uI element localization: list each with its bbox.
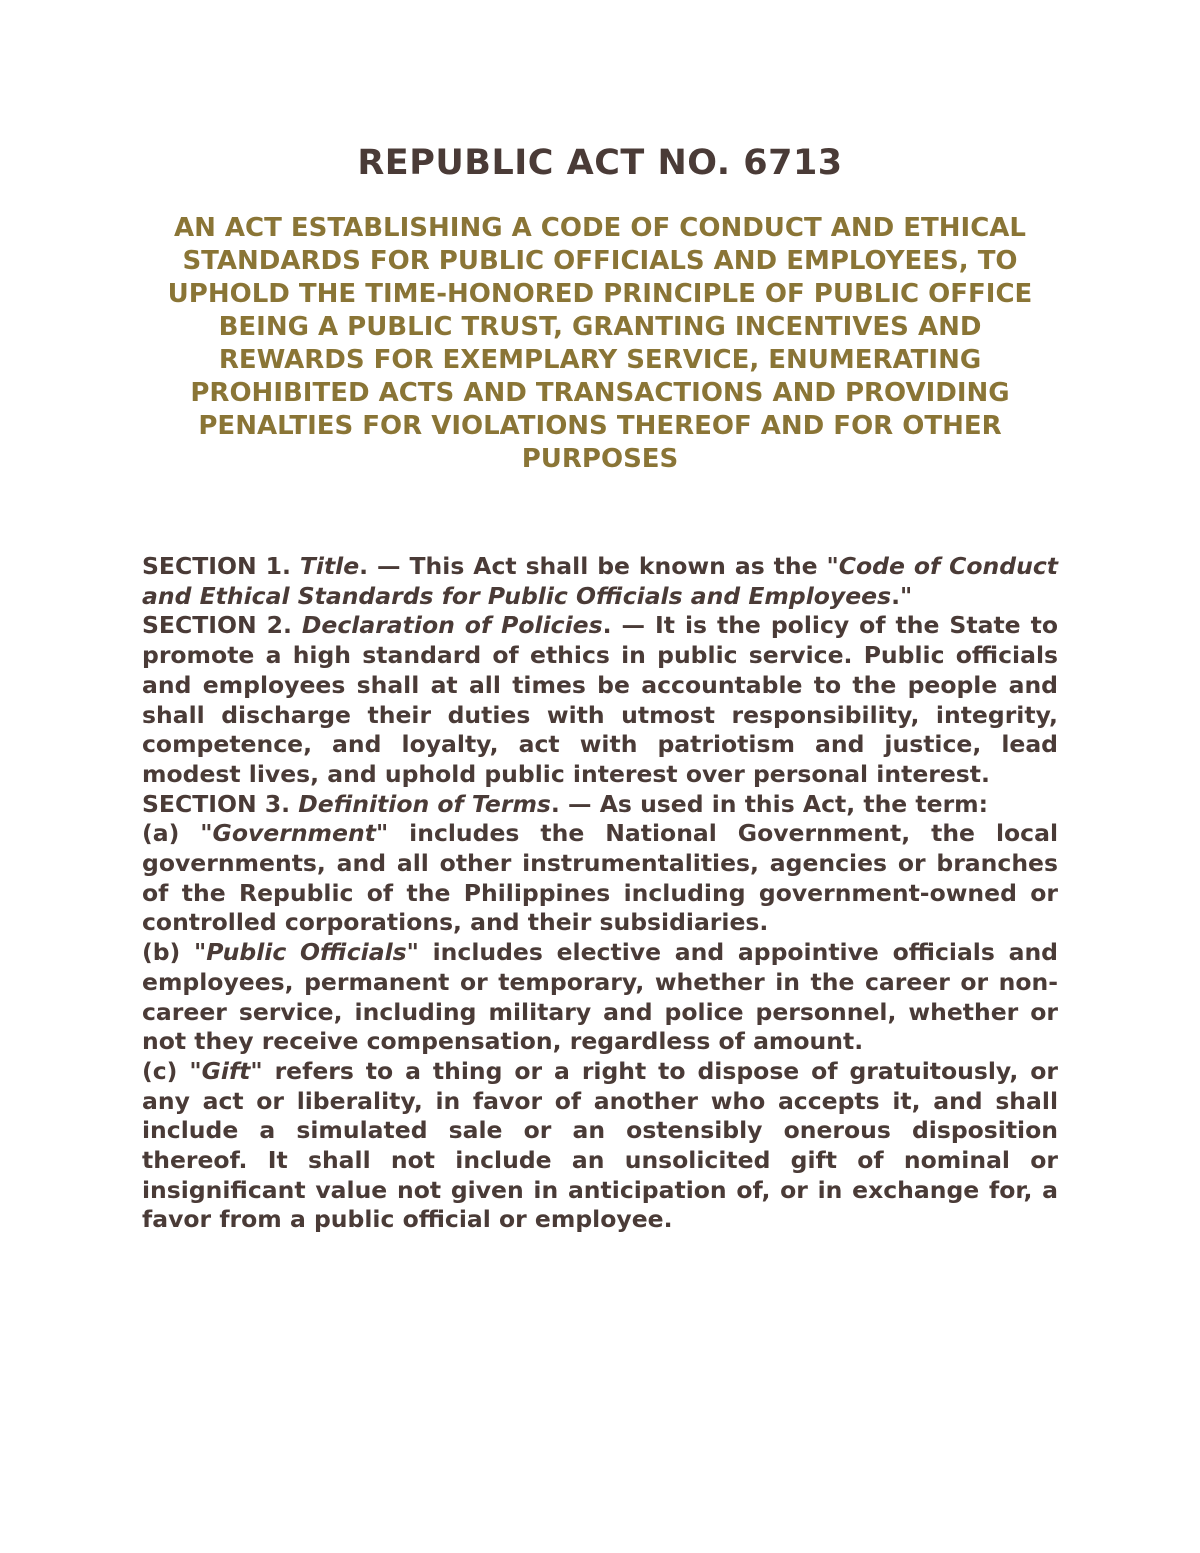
definition-c-term: Gift — [201, 1056, 251, 1085]
section-3-label: SECTION 3. — [142, 789, 291, 818]
document-page — [142, 140, 1058, 1235]
section-3-text: . — As used in this Act, the term: — [550, 789, 989, 818]
definition-c — [142, 1057, 1058, 1235]
document-subtitle: AN ACT ESTABLISHING A CODE OF CONDUCT AND ETHICAL STANDARDS FOR PUBLIC OFFICIALS AND EMPLOYEES, TO UPHOLD THE TIME-HONORED PRINCIPLE OF PUBLIC OFFICE BEING A PUBLIC TRUST, GRANTING INCENTIVES AND REWARDS FOR EXEMPLARY SERVICE, ENUMERATING PROHIBITED ACTS AND TRANSACTIONS AND PROVIDING PENALTIES FOR VIOLATIONS THEREOF AND FOR OTHER PURPOSES — [167, 213, 1033, 474]
definition-b-text: " includes elective and appointive officials and employees, permanent or temporary, whether in the career or non-career service, including military and police personnel, whether or not they receive compensation, regardless of amount. — [142, 938, 1058, 1056]
definition-b — [142, 938, 1058, 1057]
section-1-heading: Title — [299, 552, 360, 580]
section-2 — [142, 611, 1058, 789]
section-1-outro: ." — [891, 581, 913, 610]
definition-a — [142, 819, 1058, 938]
definition-a-term: Government — [212, 819, 376, 848]
definition-b-prefix: (b) " — [142, 938, 207, 967]
section-2-label: SECTION 2. — [142, 611, 292, 640]
section-1-intro: . — This Act shall be known as the " — [359, 552, 839, 580]
definition-a-text: " includes the National Government, the local governments, and all other instrumentalities, agencies or branches of the Republic of the Philippines including government-owned or controlled corporations, and their subsidiaries. — [142, 819, 1058, 937]
section-3 — [142, 790, 1058, 820]
section-3-heading: Definition of Terms — [298, 789, 551, 818]
section-1-label: SECTION 1. — [142, 552, 291, 580]
section-1 — [142, 552, 1058, 611]
section-2-heading: Declaration of Policies — [301, 611, 603, 640]
section-1-quoted-title: Code of Conduct and Ethical Standards for Public Officials and Employees — [142, 552, 1059, 610]
definition-c-prefix: (c) " — [142, 1056, 202, 1085]
definition-a-prefix: (a) " — [142, 819, 213, 848]
document-body — [142, 552, 1058, 1235]
definition-c-text: " refers to a thing or a right to dispose of gratuitously, or any act or liberality, in favor of another who accepts it, and shall include a simulated sale or an ostensibly onerous disposition thereof. It shall not include an unsolicited gift of nominal or insignificant value not given in anticipation of, or in exchange for, a favor from a public official or employee. — [142, 1056, 1058, 1234]
document-title: REPUBLIC ACT NO. 6713 — [357, 143, 843, 183]
definition-b-term: Public Officials — [206, 938, 407, 967]
section-2-text: . — It is the policy of the State to promote a high standard of ethics in public service. Public officials and employees shall at all times be accountable to the people and shall discharge their duties with utmost responsibility, integrity, competence, and loyalty, act with patriotism and justice, lead modest lives, and uphold public interest over personal interest. — [142, 611, 1058, 788]
